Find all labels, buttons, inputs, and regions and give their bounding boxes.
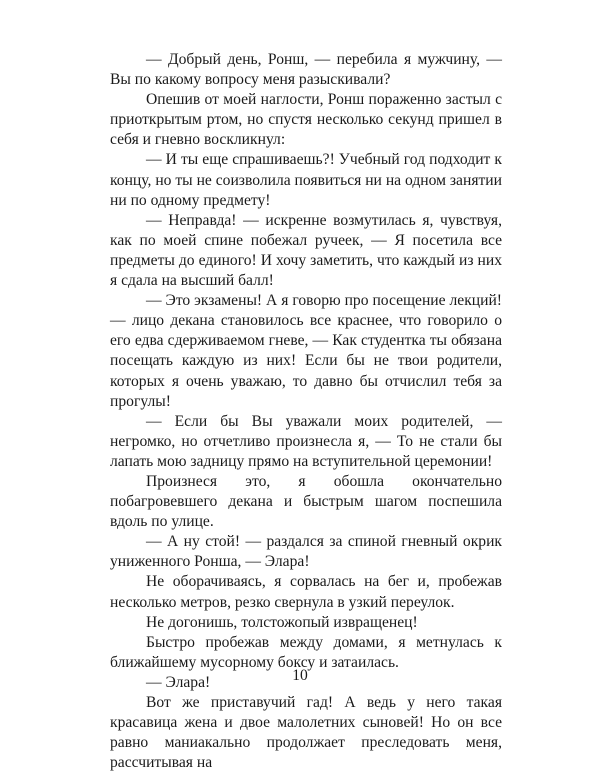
paragraph: — Если бы Вы уважали моих родителей, — негромко, но отчетливо произнесла я, — То не стали бы лапать мою задницу прямо на вступительной церемонии!	[110, 412, 502, 470]
body-text	[110, 50, 502, 773]
paragraph: Опешив от моей наглости, Ронш пораженно застыл с приоткрытым ртом, но спустя несколько секунд пришел в себя и гневно воскликнул:	[110, 91, 502, 149]
paragraph: — Это экзамены! А я говорю про посещение лекций! — лицо декана становилось все краснее, что говорило о его едва сдерживаемом гневе, — Как студентка ты обязана посещать каждую из них! Если бы не твои родители, которых я очень уважаю, то давно бы отчислил тебя за прогулы!	[110, 292, 502, 410]
paragraph: — А ну стой! — раздался за спиной гневный окрик униженного Ронша, — Элара!	[110, 533, 502, 571]
paragraph: — И ты еще спрашиваешь?! Учебный год подходит к концу, но ты не соизволила появиться ни на одном занятии ни по одному предмету!	[110, 151, 502, 209]
paragraph: Не оборачиваясь, я сорвалась на бег и, пробежав несколько метров, резко свернула в узкий переулок.	[110, 573, 502, 611]
paragraph: — Элара!	[146, 673, 211, 691]
paragraph: — Добрый день, Ронш, — перебила я мужчину, — Вы по какому вопросу меня разыскивали?	[110, 51, 502, 89]
paragraph: Быстро пробежав между домами, я метнулась к ближайшему мусорному боксу и затаилась.	[110, 633, 502, 671]
paragraph: Произнеся это, я обошла окончательно побагровевшего декана и быстрым шагом поспешила вдоль по улице.	[110, 472, 502, 531]
paragraph: Не догонишь, толстожопый извращенец!	[146, 613, 418, 631]
page-number: 10	[292, 667, 308, 684]
paragraph: — Неправда! — искренне возмутилась я, чувствуя, как по моей спине побежал ручеек, — Я посетила все предметы до единого! И хочу заметить, что каждый из них я сдала на высший балл!	[110, 211, 502, 290]
paragraph: Вот же приставучий гад! А ведь у него такая красавица жена и двое малолетних сыновей! Но он все равно маниакально продолжает преследовать меня, рассчитывая на	[110, 694, 502, 772]
